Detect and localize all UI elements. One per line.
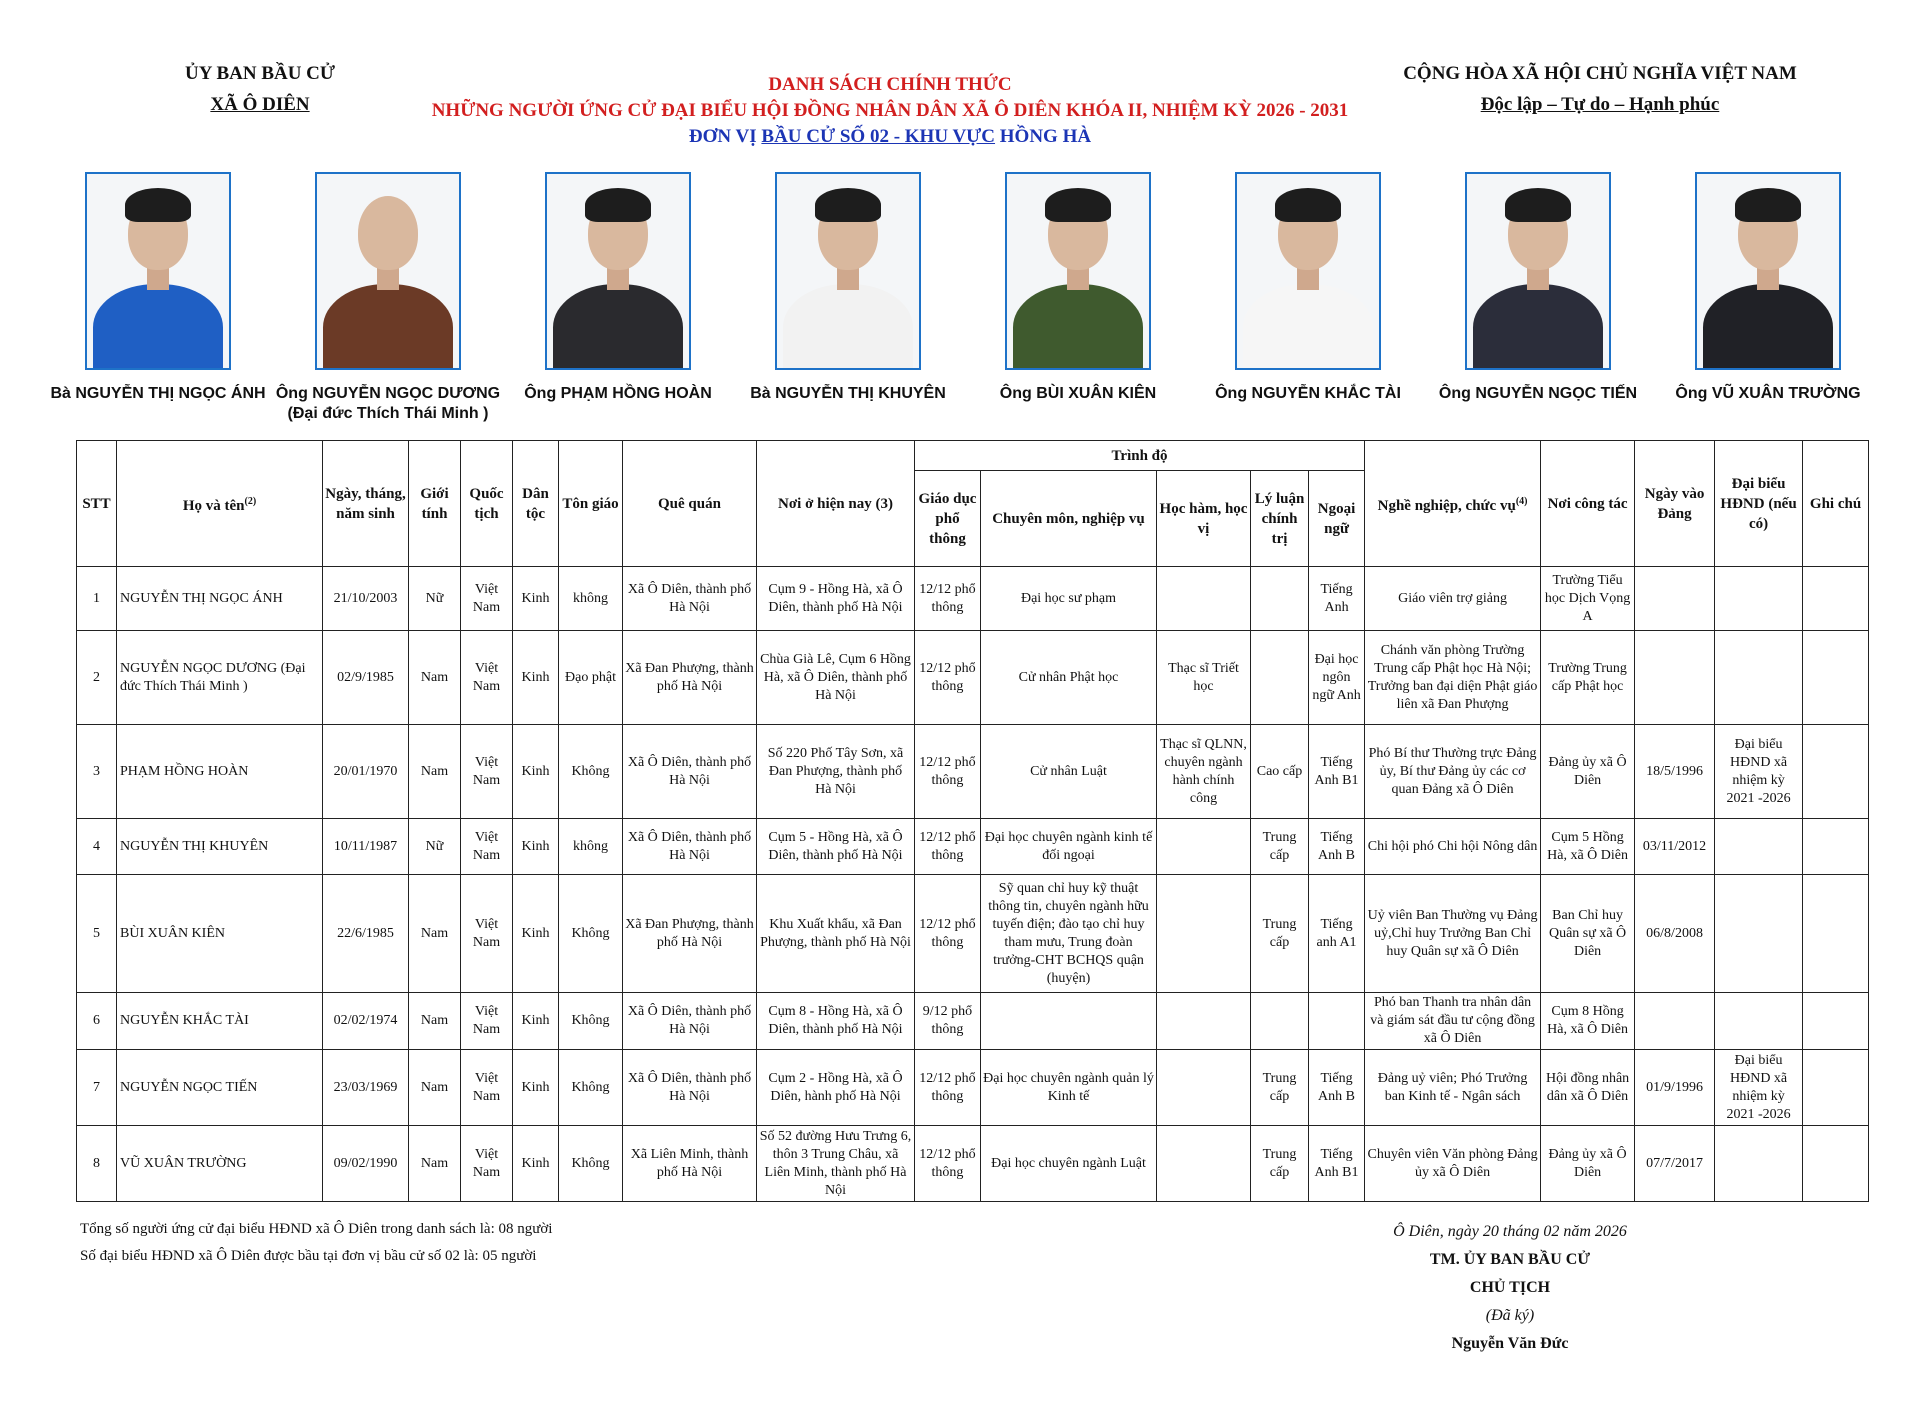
cell-specialty: Sỹ quan chỉ huy kỹ thuật thông tin, chuyên ngành hữu tuyến điện; đào tạo chỉ huy tham mưu, Trung đoàn trưởng-CHT BCHQS quận (huyện)	[981, 875, 1157, 993]
cell-dob: 02/9/1985	[323, 631, 409, 725]
cell-gender: Nam	[409, 725, 461, 819]
title-line-2: NHỮNG NGƯỜI ỨNG CỬ ĐẠI BIỂU HỘI ĐỒNG NHÂN DÂN XÃ Ô DIÊN KHÓA II, NHIỆM KỲ 2026 - 2031	[431, 100, 1349, 121]
header-nationality: Quốc tịch	[461, 441, 513, 567]
cell-occupation: Chi hội phó Chi hội Nông dân	[1365, 819, 1541, 875]
cell-name: VŨ XUÂN TRƯỜNG	[117, 1126, 323, 1202]
cell-political: Trung cấp	[1251, 1050, 1309, 1126]
header-language: Ngoại ngữ	[1309, 471, 1365, 567]
header-note: Ghi chú	[1803, 441, 1869, 567]
cell-dob: 10/11/1987	[323, 819, 409, 875]
candidate-photo	[1005, 172, 1151, 370]
candidate-table	[76, 440, 1869, 1202]
cell-stt: 7	[77, 1050, 117, 1126]
cell-gender: Nam	[409, 1050, 461, 1126]
cell-delegate: Đại biểu HĐND xã nhiệm kỳ 2021 -2026	[1715, 725, 1803, 819]
cell-degree	[1157, 875, 1251, 993]
cell-party-date: 06/8/2008	[1635, 875, 1715, 993]
cell-ethnic: Kinh	[513, 875, 559, 993]
cell-political: Trung cấp	[1251, 875, 1309, 993]
cell-occupation: Chuyên viên Văn phòng Đảng ủy xã Ô Diên	[1365, 1126, 1541, 1202]
cell-nationality: Việt Nam	[461, 875, 513, 993]
cell-occupation: Phó ban Thanh tra nhân dân và giám sát đầu tư cộng đồng xã Ô Diên	[1365, 993, 1541, 1050]
table-header	[77, 441, 1869, 567]
cell-stt: 2	[77, 631, 117, 725]
cell-nationality: Việt Nam	[461, 1050, 513, 1126]
cell-note	[1803, 819, 1869, 875]
candidate-card	[38, 172, 278, 404]
cell-workplace: Ban Chỉ huy Quân sự xã Ô Diên	[1541, 875, 1635, 993]
cell-religion: Không	[559, 875, 623, 993]
table-row	[77, 1050, 1869, 1126]
cell-degree: Thạc sĩ Triết học	[1157, 631, 1251, 725]
cell-degree	[1157, 819, 1251, 875]
signature-position: CHỦ TỊCH	[1469, 1279, 1551, 1296]
cell-gender: Nữ	[409, 819, 461, 875]
header-workplace: Nơi công tác	[1541, 441, 1635, 567]
header-religion: Tôn giáo	[559, 441, 623, 567]
cell-occupation: Chánh văn phòng Trường Trung cấp Phật học Hà Nội; Trưởng ban đại diện Phật giáo liên xã Đan Phượng	[1365, 631, 1541, 725]
header-specialty: Chuyên môn, nghiệp vụ	[981, 471, 1157, 567]
cell-specialty: Đại học chuyên ngành Luật	[981, 1126, 1157, 1202]
cell-specialty	[981, 993, 1157, 1050]
cell-residence: Cụm 5 - Hồng Hà, xã Ô Diên, thành phố Hà Nội	[757, 819, 915, 875]
signature-date: Ô Diên, ngày 20 tháng 02 năm 2026	[1393, 1223, 1627, 1240]
cell-hometown: Xã Ô Diên, thành phố Hà Nội	[623, 725, 757, 819]
cell-workplace: Hội đồng nhân dân xã Ô Diên	[1541, 1050, 1635, 1126]
cell-political	[1251, 631, 1309, 725]
cell-name: PHẠM HỒNG HOÀN	[117, 725, 323, 819]
cell-gender: Nam	[409, 631, 461, 725]
cell-religion: Đạo phật	[559, 631, 623, 725]
cell-ethnic: Kinh	[513, 1126, 559, 1202]
candidate-label: Ông NGUYỄN KHẮC TÀI	[1215, 385, 1401, 402]
table-row	[77, 631, 1869, 725]
cell-gender: Nam	[409, 875, 461, 993]
cell-language: Tiếng Anh B1	[1309, 725, 1365, 819]
cell-party-date: 07/7/2017	[1635, 1126, 1715, 1202]
cell-note	[1803, 631, 1869, 725]
candidate-photo	[545, 172, 691, 370]
cell-specialty: Đại học sư phạm	[981, 567, 1157, 631]
candidate-photo	[1695, 172, 1841, 370]
table-row	[77, 875, 1869, 993]
candidate-label: Ông NGUYỄN NGỌC TIẾN	[1438, 385, 1638, 402]
candidate-label: Ông PHẠM HỒNG HOÀN	[524, 385, 712, 402]
footer-summary	[80, 1216, 552, 1270]
candidate-photo	[775, 172, 921, 370]
cell-ethnic: Kinh	[513, 725, 559, 819]
cell-delegate	[1715, 1126, 1803, 1202]
cell-specialty: Đại học chuyên ngành quản lý Kinh tế	[981, 1050, 1157, 1126]
cell-note	[1803, 567, 1869, 631]
cell-general-edu: 12/12 phổ thông	[915, 875, 981, 993]
signature-org: TM. ỦY BAN BẦU CỬ	[1429, 1251, 1591, 1268]
cell-nationality: Việt Nam	[461, 725, 513, 819]
cell-religion: Không	[559, 1050, 623, 1126]
header-residence: Nơi ở hiện nay (3)	[757, 441, 915, 567]
cell-political: Trung cấp	[1251, 1126, 1309, 1202]
header-dob: Ngày, tháng, năm sinh	[323, 441, 409, 567]
table-row	[77, 1126, 1869, 1202]
cell-residence: Cụm 2 - Hồng Hà, xã Ô Diên, hành phố Hà Nội	[757, 1050, 915, 1126]
cell-delegate	[1715, 993, 1803, 1050]
cell-residence: Số 220 Phố Tây Sơn, xã Đan Phượng, thành phố Hà Nội	[757, 725, 915, 819]
cell-nationality: Việt Nam	[461, 567, 513, 631]
cell-party-date	[1635, 993, 1715, 1050]
cell-language: Tiếng Anh B	[1309, 1050, 1365, 1126]
country-motto: Độc lập – Tự do – Hạnh phúc	[1480, 94, 1720, 115]
candidate-card	[1188, 172, 1428, 404]
candidate-photo	[1465, 172, 1611, 370]
header-general-edu: Giáo dục phổ thông	[915, 471, 981, 567]
cell-occupation: Phó Bí thư Thường trực Đảng ủy, Bí thư Đảng ủy các cơ quan Đảng xã Ô Diên	[1365, 725, 1541, 819]
cell-degree	[1157, 993, 1251, 1050]
cell-delegate: Đại biểu HĐND xã nhiệm kỳ 2021 -2026	[1715, 1050, 1803, 1126]
candidate-card	[958, 172, 1198, 404]
cell-hometown: Xã Liên Minh, thành phố Hà Nội	[623, 1126, 757, 1202]
cell-residence: Khu Xuất khẩu, xã Đan Phượng, thành phố Hà Nội	[757, 875, 915, 993]
candidate-photo	[1235, 172, 1381, 370]
cell-general-edu: 12/12 phổ thông	[915, 631, 981, 725]
cell-general-edu: 12/12 phổ thông	[915, 1126, 981, 1202]
cell-nationality: Việt Nam	[461, 631, 513, 725]
cell-delegate	[1715, 631, 1803, 725]
cell-political	[1251, 567, 1309, 631]
cell-religion: Không	[559, 725, 623, 819]
cell-workplace: Cụm 5 Hồng Hà, xã Ô Diên	[1541, 819, 1635, 875]
header-party-date: Ngày vào Đảng	[1635, 441, 1715, 567]
cell-workplace: Đảng ủy xã Ô Diên	[1541, 725, 1635, 819]
cell-language: Tiếng Anh	[1309, 567, 1365, 631]
cell-delegate	[1715, 819, 1803, 875]
cell-occupation: Giáo viên trợ giảng	[1365, 567, 1541, 631]
candidate-label: Bà NGUYỄN THỊ KHUYÊN	[750, 385, 946, 402]
cell-degree: Thạc sĩ QLNN, chuyên ngành hành chính công	[1157, 725, 1251, 819]
cell-workplace: Cụm 8 Hồng Hà, xã Ô Diên	[1541, 993, 1635, 1050]
candidate-label: Bà NGUYỄN THỊ NGỌC ÁNH	[50, 385, 266, 402]
cell-name: NGUYỄN NGỌC TIẾN	[117, 1050, 323, 1126]
cell-ethnic: Kinh	[513, 819, 559, 875]
cell-name: NGUYỄN KHẮC TÀI	[117, 993, 323, 1050]
cell-dob: 20/01/1970	[323, 725, 409, 819]
cell-occupation: Đảng uỷ viên; Phó Trưởng ban Kinh tế - Ngân sách	[1365, 1050, 1541, 1126]
candidate-card	[728, 172, 968, 404]
cell-hometown: Xã Ô Diên, thành phố Hà Nội	[623, 993, 757, 1050]
cell-general-edu: 12/12 phổ thông	[915, 725, 981, 819]
cell-name: BÙI XUÂN KIÊN	[117, 875, 323, 993]
cell-stt: 6	[77, 993, 117, 1050]
table-body	[77, 567, 1869, 1202]
cell-gender: Nam	[409, 993, 461, 1050]
candidate-photo	[315, 172, 461, 370]
cell-workplace: Đảng ủy xã Ô Diên	[1541, 1126, 1635, 1202]
table-row	[77, 725, 1869, 819]
cell-political: Trung cấp	[1251, 819, 1309, 875]
cell-note	[1803, 1050, 1869, 1126]
cell-ethnic: Kinh	[513, 1050, 559, 1126]
cell-nationality: Việt Nam	[461, 819, 513, 875]
cell-gender: Nữ	[409, 567, 461, 631]
header-occupation: Nghề nghiệp, chức vụ$^{(4)}$	[1365, 441, 1541, 567]
commune-name: XÃ Ô DIÊN	[210, 94, 310, 115]
cell-party-date	[1635, 631, 1715, 725]
cell-religion: không	[559, 567, 623, 631]
cell-degree	[1157, 1050, 1251, 1126]
cell-stt: 1	[77, 567, 117, 631]
table-row	[77, 993, 1869, 1050]
cell-gender: Nam	[409, 1126, 461, 1202]
cell-party-date	[1635, 567, 1715, 631]
cell-stt: 4	[77, 819, 117, 875]
cell-dob: 23/03/1969	[323, 1050, 409, 1126]
cell-note	[1803, 993, 1869, 1050]
cell-language: Tiếng Anh B	[1309, 819, 1365, 875]
header-level-group: Trình độ	[915, 441, 1365, 471]
header-name: Họ và tên$^{(2)}$	[117, 441, 323, 567]
cell-dob: 22/6/1985	[323, 875, 409, 993]
cell-party-date: 18/5/1996	[1635, 725, 1715, 819]
header-gender: Giới tính	[409, 441, 461, 567]
header-ethnic: Dân tộc	[513, 441, 559, 567]
cell-delegate	[1715, 567, 1803, 631]
cell-note	[1803, 1126, 1869, 1202]
footer-total: Tổng số người ứng cử đại biểu HĐND xã Ô Diên trong danh sách là: 08 người	[80, 1221, 553, 1237]
cell-hometown: Xã Đan Phượng, thành phố Hà Nội	[623, 631, 757, 725]
cell-degree	[1157, 567, 1251, 631]
cell-language	[1309, 993, 1365, 1050]
title-line-3-c: HỒNG HÀ	[995, 126, 1092, 147]
footer-signature	[1320, 1218, 1700, 1358]
cell-stt: 3	[77, 725, 117, 819]
cell-language: Tiếng anh A1	[1309, 875, 1365, 993]
cell-residence: Số 52 đường Hưu Trưng 6, thôn 3 Trung Châu, xã Liên Minh, thành phố Hà Nội	[757, 1126, 915, 1202]
cell-stt: 8	[77, 1126, 117, 1202]
title-line-1: DANH SÁCH CHÍNH THỨC	[768, 74, 1012, 95]
cell-general-edu: 9/12 phổ thông	[915, 993, 981, 1050]
header-hometown: Quê quán	[623, 441, 757, 567]
cell-residence: Cụm 8 - Hồng Hà, xã Ô Diên, thành phố Hà Nội	[757, 993, 915, 1050]
cell-hometown: Xã Ô Diên, thành phố Hà Nội	[623, 567, 757, 631]
cell-occupation: Uỷ viên Ban Thường vụ Đảng uỷ,Chỉ huy Trưởng Ban Chỉ huy Quân sự xã Ô Diên	[1365, 875, 1541, 993]
signature-signer: Nguyễn Văn Đức	[1451, 1335, 1569, 1352]
cell-workplace: Trường Tiểu học Dịch Vọng A	[1541, 567, 1635, 631]
title-line-3-b: BẦU CỬ SỐ 02 - KHU VỰC	[761, 126, 996, 147]
candidate-photos	[38, 172, 1898, 432]
cell-residence: Cụm 9 - Hồng Hà, xã Ô Diên, thành phố Hà Nội	[757, 567, 915, 631]
cell-specialty: Cử nhân Phật học	[981, 631, 1157, 725]
cell-party-date: 03/11/2012	[1635, 819, 1715, 875]
cell-nationality: Việt Nam	[461, 993, 513, 1050]
candidate-sublabel: (Đại đức Thích Thái Minh )	[287, 405, 489, 422]
cell-name: NGUYỄN THỊ NGỌC ÁNH	[117, 567, 323, 631]
cell-note	[1803, 875, 1869, 993]
cell-party-date: 01/9/1996	[1635, 1050, 1715, 1126]
cell-specialty: Cử nhân Luật	[981, 725, 1157, 819]
cell-ethnic: Kinh	[513, 567, 559, 631]
cell-name: NGUYỄN THỊ KHUYÊN	[117, 819, 323, 875]
cell-hometown: Xã Ô Diên, thành phố Hà Nội	[623, 819, 757, 875]
candidate-label: Ông VŨ XUÂN TRƯỜNG	[1675, 385, 1861, 402]
header-right	[1360, 58, 1840, 120]
cell-ethnic: Kinh	[513, 993, 559, 1050]
header-delegate: Đại biểu HĐND (nếu có)	[1715, 441, 1803, 567]
cell-specialty: Đại học chuyên ngành kinh tế đối ngoại	[981, 819, 1157, 875]
table-row	[77, 567, 1869, 631]
cell-language: Tiếng Anh B1	[1309, 1126, 1365, 1202]
header-political: Lý luận chính trị	[1251, 471, 1309, 567]
cell-political	[1251, 993, 1309, 1050]
signature-signed: (Đã ký)	[1485, 1307, 1535, 1324]
cell-religion: Không	[559, 993, 623, 1050]
cell-hometown: Xã Đan Phượng, thành phố Hà Nội	[623, 875, 757, 993]
header-degree: Học hàm, học vị	[1157, 471, 1251, 567]
cell-note	[1803, 725, 1869, 819]
cell-name: NGUYỄN NGỌC DƯƠNG (Đại đức Thích Thái Minh )	[117, 631, 323, 725]
cell-dob: 09/02/1990	[323, 1126, 409, 1202]
cell-workplace: Trường Trung cấp Phật học	[1541, 631, 1635, 725]
cell-dob: 21/10/2003	[323, 567, 409, 631]
document-title	[330, 72, 1450, 150]
candidate-card	[1648, 172, 1888, 404]
cell-general-edu: 12/12 phổ thông	[915, 567, 981, 631]
footer-seats: Số đại biểu HĐND xã Ô Diên được bầu tại đơn vị bầu cử số 02 là: 05 người	[80, 1248, 537, 1264]
candidate-label: Ông NGUYỄN NGỌC DƯƠNG	[275, 385, 501, 402]
cell-stt: 5	[77, 875, 117, 993]
cell-ethnic: Kinh	[513, 631, 559, 725]
cell-general-edu: 12/12 phổ thông	[915, 819, 981, 875]
cell-religion: Không	[559, 1126, 623, 1202]
candidate-card	[1418, 172, 1658, 404]
title-line-3	[330, 124, 1450, 150]
cell-language: Đại học ngôn ngữ Anh	[1309, 631, 1365, 725]
cell-general-edu: 12/12 phổ thông	[915, 1050, 981, 1126]
candidate-card	[268, 172, 508, 424]
header-stt: STT	[77, 441, 117, 567]
cell-nationality: Việt Nam	[461, 1126, 513, 1202]
candidate-label: Ông BÙI XUÂN KIÊN	[999, 385, 1157, 402]
country-name: CỘNG HÒA XÃ HỘI CHỦ NGHĨA VIỆT NAM	[1403, 63, 1797, 84]
cell-degree	[1157, 1126, 1251, 1202]
candidate-photo	[85, 172, 231, 370]
cell-delegate	[1715, 875, 1803, 993]
cell-hometown: Xã Ô Diên, thành phố Hà Nội	[623, 1050, 757, 1126]
title-line-3-a: ĐƠN VỊ	[688, 126, 762, 147]
cell-residence: Chùa Già Lê, Cụm 6 Hồng Hà, xã Ô Diên, thành phố Hà Nội	[757, 631, 915, 725]
cell-religion: không	[559, 819, 623, 875]
cell-political: Cao cấp	[1251, 725, 1309, 819]
candidate-card	[498, 172, 738, 404]
committee-name: ỦY BAN BẦU CỬ	[184, 63, 336, 84]
table-row	[77, 819, 1869, 875]
cell-dob: 02/02/1974	[323, 993, 409, 1050]
